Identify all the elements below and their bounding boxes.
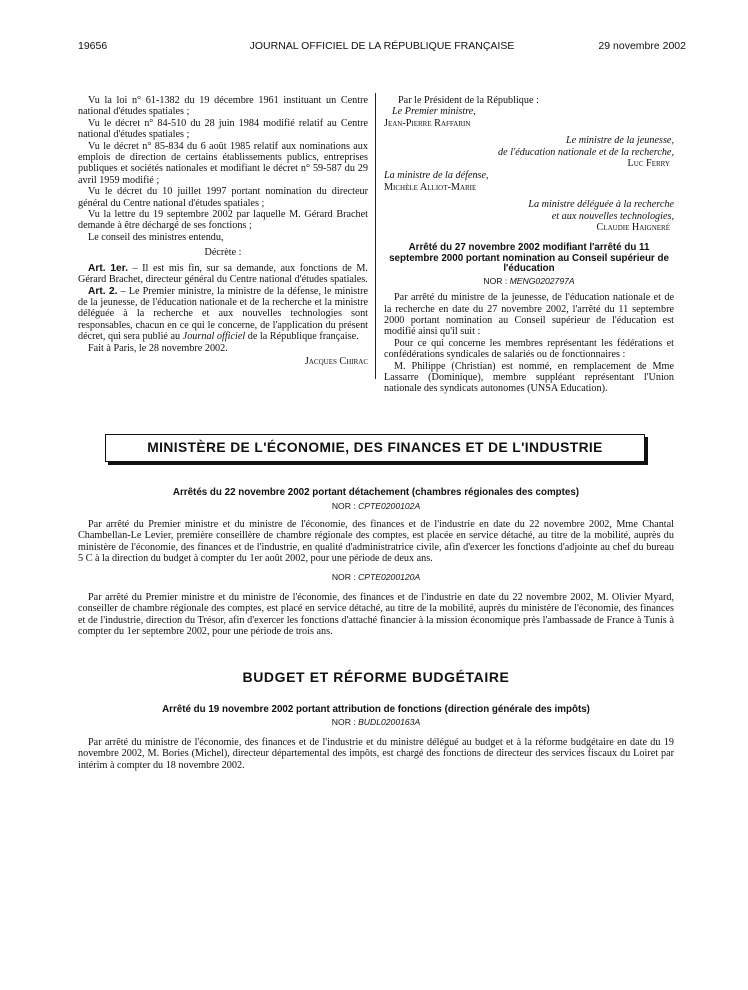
- minister-jeunesse-name: Luc Ferry: [627, 158, 670, 170]
- nor-line: [78, 717, 674, 728]
- arrete-paragraph: M. Philippe (Christian) est nommé, en remplacement de Mme Lassarre (Dominique), membre suppléant représentant l'Union nationale des syndicats autonomes (UNSA Education).: [384, 360, 674, 395]
- vu-line: Vu la lettre du 19 septembre 2002 par laquelle M. Gérard Brachet demande à être déchargé de ses fonctions ;: [78, 209, 368, 232]
- minister-recherche-title-2: et aux nouvelles technologies,: [551, 210, 674, 222]
- minister-defense-title: La ministre de la défense,: [384, 170, 489, 182]
- section-paragraph: Par arrêté du Premier ministre et du ministre de l'économie, des finances et de l'industrie en date du 22 novembre 2002, M. Olivier Myard, conseiller de chambre régionale des comptes, est placé en service détaché, au titre de la mobilité, auprès du ministère de l'économie, des finances et de l'industrie, direction du Trésor, afin d'exercer les fonctions d'attaché financier à la mission économique près l'ambassade de France à Tunis à compter du 1er septembre 2002, pour une période de trois ans.: [78, 591, 674, 638]
- nor-label: NOR :: [331, 572, 359, 583]
- ministry-banner: MINISTÈRE DE L'ÉCONOMIE, DES FINANCES ET DE L'INDUSTRIE: [105, 434, 645, 462]
- signature-president: Jacques Chirac: [304, 355, 368, 367]
- pm-name: Jean-Pierre Raffarin: [384, 117, 471, 129]
- issue-date: 29 novembre 2002: [598, 40, 686, 52]
- vu-line: Vu le décret n° 84-510 du 28 juin 1984 modifié relatif au Centre national d'études spatiales ;: [78, 117, 368, 141]
- article-2-text-a: – Le Premier ministre, la ministre de la défense, le ministre de la jeunesse, de l'éducation nationale et de la recherche et la ministre déléguée à la recherche et aux nouvelles technologies sont responsables, chacun en ce qui le concerne, de l'application du présent décret, qui sera publié au: [78, 285, 368, 343]
- minister-jeunesse-title-2: de l'éducation nationale et de la recherche,: [498, 146, 674, 158]
- section-budget: [78, 704, 674, 771]
- nor-code: CPTE0200102A: [358, 501, 421, 512]
- section-title: Arrêté du 19 novembre 2002 portant attribution de fonctions (direction générale des impôts): [162, 704, 590, 715]
- budget-heading: BUDGET ET RÉFORME BUDGÉTAIRE: [242, 669, 510, 685]
- section-paragraph: Par arrêté du Premier ministre et du ministre de l'économie, des finances et de l'industrie en date du 22 novembre 2002, Mme Chantal Chambellan-Le Levier, première conseillère de chambre régionale des comptes, est placée en service détaché, au titre de la mobilité, auprès du ministère de l'économie, des finances et de l'industrie, en qualité d'administratrice civile, afin d'exercer les fonctions d'adjointe au chef du bureau 5 C à la direction du budget à compter du 1er août 2002, pour une période de deux ans.: [78, 518, 674, 565]
- nor-line: [384, 276, 674, 287]
- article-2-label: Art. 2.: [88, 285, 118, 297]
- vu-line: Vu la loi n° 61-1382 du 19 décembre 1961 instituant un Centre national d'études spatiales ;: [78, 95, 368, 118]
- arrete-paragraph: Pour ce qui concerne les membres représentant les fédérations et confédérations syndicales de salariés ou de fonctionnaires :: [384, 337, 674, 361]
- decrete-heading: Décrète :: [204, 247, 242, 259]
- arrete-title: Arrêté du 27 novembre 2002 modifiant l'arrêté du 11 septembre 2000 portant nomination au Conseil supérieur de l'éducation: [389, 242, 669, 275]
- page-number: 19656: [78, 40, 108, 52]
- minister-recherche-name: Claudie Haigneré: [596, 222, 670, 234]
- section-title: Arrêtés du 22 novembre 2002 portant détachement (chambres régionales des comptes): [172, 487, 580, 498]
- left-column: [78, 95, 368, 367]
- vu-line: Le conseil des ministres entendu,: [88, 231, 224, 243]
- fait-line: Fait à Paris, le 28 novembre 2002.: [88, 342, 228, 354]
- minister-recherche-title-1: La ministre déléguée à la recherche: [528, 199, 674, 211]
- nor-code: CPTE0200120A: [358, 572, 421, 583]
- nor-line: [78, 572, 674, 583]
- nor-label: NOR :: [483, 275, 510, 286]
- nor-code: MENG0202797A: [509, 275, 575, 286]
- nor-label: NOR :: [331, 501, 359, 512]
- section-paragraph: Par arrêté du ministre de l'économie, des finances et de l'industrie et du ministre délégué au budget et à la réforme budgétaire en date du 19 novembre 2002, M. Bories (Michel), directeur départemental des impôts, est chargé des fonctions de directeur des services fiscaux du Loiret par intérim à compter du 18 novembre 2002.: [78, 736, 674, 771]
- pm-title: Le Premier ministre,: [392, 106, 476, 118]
- minister-jeunesse-title-1: Le ministre de la jeunesse,: [566, 135, 674, 147]
- article-1-text: – Il est mis fin, sur sa demande, aux fonctions de M. Gérard Brachet, directeur général du Centre national d'études spatiales.: [78, 262, 368, 286]
- vu-line: Vu le décret n° 85-834 du 6 août 1985 relatif aux nominations aux emplois de direction de certains établissements publics, entreprises publiques et sociétés nationales et modifiant le décret n° 59-587 du 29 avril 1959 modifié ;: [78, 140, 368, 186]
- nor-label: NOR :: [331, 717, 359, 728]
- article-2-text-b: de la République française.: [245, 331, 359, 343]
- arrete-paragraph: Par arrêté du ministre de la jeunesse, de l'éducation nationale et de la recherche en date du 27 novembre 2002, l'arrêté du 11 septembre 2000 portant nomination au Conseil supérieur de l'éducation est modifié ainsi qu'il suit :: [384, 292, 674, 338]
- minister-defense-name: Michèle Alliot-Marie: [384, 181, 477, 193]
- journal-title: JOURNAL OFFICIEL DE LA RÉPUBLIQUE FRANÇAISE: [249, 40, 515, 52]
- article-2-journal: Journal officiel: [182, 331, 246, 343]
- section-detachement: [78, 487, 674, 637]
- nor-line: [78, 501, 674, 512]
- article-1-label: Art. 1er.: [88, 262, 128, 274]
- nor-code: BUDL0200163A: [358, 717, 421, 728]
- article-2: [78, 286, 368, 343]
- running-header: [78, 40, 686, 54]
- vu-line: Vu le décret du 10 juillet 1997 portant nomination du directeur général du Centre national d'études spatiales ;: [78, 186, 368, 209]
- column-divider: [375, 93, 376, 379]
- article-1: [78, 263, 368, 286]
- par-le-president: Par le Président de la République :: [398, 95, 539, 106]
- right-column: [384, 95, 674, 395]
